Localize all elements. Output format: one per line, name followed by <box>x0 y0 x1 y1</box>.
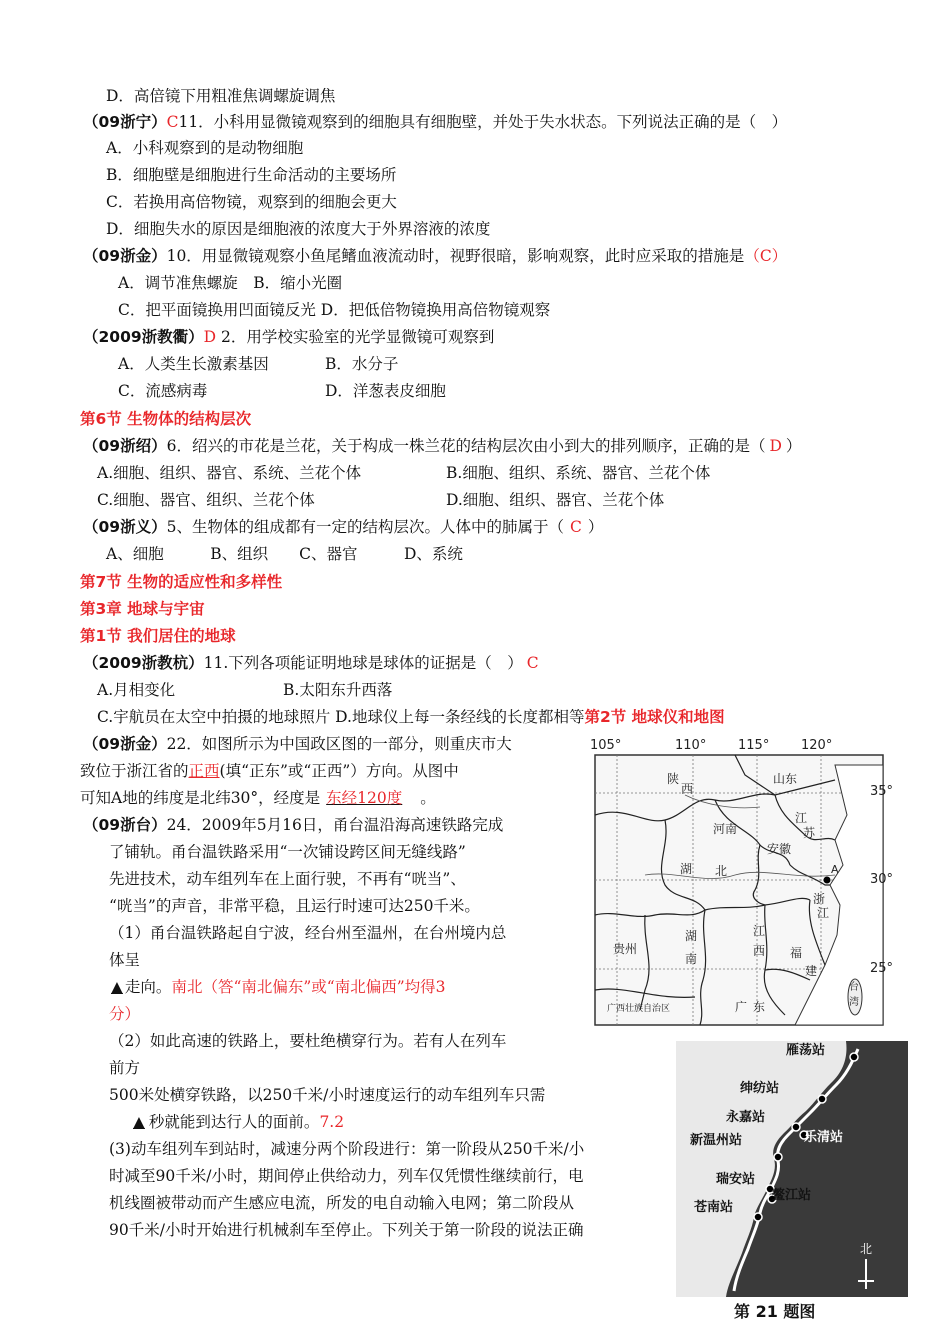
station-marker <box>774 1153 782 1161</box>
chapter-heading-3: 第3章 地球与宇宙 <box>80 600 205 618</box>
option-a: A.月相变化 <box>97 681 176 699</box>
province-label: 贵州 <box>613 942 638 956</box>
station-label: 雁荡站 <box>786 1043 826 1058</box>
q24-part2-cont: 前方 <box>109 1059 141 1077</box>
station-marker <box>754 1213 762 1221</box>
source-tag: （09浙金） <box>83 735 167 753</box>
answer: C <box>526 654 539 672</box>
lon-label: 120° <box>801 738 833 753</box>
province-label: 广 <box>735 1000 748 1014</box>
province-label: 江 <box>753 924 766 938</box>
question-10 <box>83 244 787 268</box>
source-tag: （09浙绍） <box>83 437 167 455</box>
answer: D <box>769 437 782 455</box>
q24-part2-cont: 500米处横穿铁路，以250千米/小时速度运行的动车组列车只需 <box>109 1086 546 1104</box>
question-text: 24．2009年5月16日，甬台温沿海高速铁路完成 <box>166 816 504 834</box>
station-label: 新温州站 <box>690 1133 743 1148</box>
source-tag: （2009浙教衢） <box>83 328 204 346</box>
option-b: B.细胞、组织、系统、器官、兰花个体 <box>446 464 711 482</box>
blank: ▲ <box>111 978 123 996</box>
province-label: 东 <box>753 1000 766 1014</box>
text: 秒就能到达行人的面前。 <box>148 1113 320 1131</box>
option-d: D.细胞、组织、器官、兰花个体 <box>446 491 665 509</box>
q24-part3-cont: 90千米/小时开始进行机械刹车至停止。下列关于第一阶段的说法正确 <box>109 1221 584 1239</box>
source-tag: （09浙宁） <box>83 113 167 131</box>
province-label: 台 <box>849 982 859 993</box>
question-text: 22．如图所示为中国政区图的一部分，则重庆市大 <box>166 735 512 753</box>
province-label: 山东 <box>773 772 798 786</box>
question-11b <box>83 651 539 675</box>
q24-part1: （1）甬台温铁路起自宁波，经台州至温州，在台州境内总 <box>109 924 507 942</box>
options: A、细胞 B、组织 C、器官 D、系统 <box>106 545 463 563</box>
q24-part1-answer-line <box>109 975 446 999</box>
station-marker <box>818 1095 826 1103</box>
option-b: B.太阳东升西落 <box>283 681 393 699</box>
lat-label: 35° <box>870 784 894 799</box>
answer: D <box>203 328 217 346</box>
text: 可知A地的纬度是北纬30°，经度是 <box>80 789 321 807</box>
options-cd-text: C.宇航员在太空中拍摄的地球照片 D.地球仪上每一条经线的长度都相等 <box>97 708 585 726</box>
province-label: 湖 <box>680 862 693 876</box>
province-label: 苏 <box>803 826 816 840</box>
paren: ） <box>587 518 604 536</box>
option-a: A.细胞、组织、器官、系统、兰花个体 <box>97 464 362 482</box>
station-label: 鳌江站 <box>772 1188 812 1203</box>
source-tag: （09浙台） <box>83 816 167 834</box>
question-6 <box>83 434 801 458</box>
question-22 <box>83 732 512 756</box>
answer: C <box>569 518 582 536</box>
railway-map-figure <box>676 1041 908 1322</box>
station-label: 瑞安站 <box>716 1172 756 1187</box>
question-24 <box>83 813 503 837</box>
q24-line: 先进技术，动车组列车在上面行驶，不再有“咣当”、 <box>109 870 466 888</box>
section-heading-1: 第1节 我们居住的地球 <box>80 627 236 645</box>
question-11 <box>83 110 787 134</box>
source-tag: （2009浙教杭） <box>83 654 204 672</box>
answer-blank <box>320 789 420 807</box>
paren: ） <box>785 437 802 455</box>
province-label: 北 <box>715 864 728 878</box>
answer: （C） <box>744 247 788 265</box>
province-label: 浙 <box>813 892 826 906</box>
station-label: 永嘉站 <box>726 1110 766 1125</box>
question-5 <box>83 515 603 539</box>
q24-part3: (3)动车组列车到站时，减速分两个阶段进行：第一阶段从250千米/小 <box>109 1140 585 1158</box>
options-cd <box>97 705 725 729</box>
station-label: 苍南站 <box>694 1200 734 1215</box>
option-c: C.细胞、器官、组织、兰花个体 <box>97 491 315 509</box>
question-22-line2 <box>80 759 459 783</box>
question-text: 2．用学校实验室的光学显微镜可观察到 <box>216 328 495 346</box>
text: (填“正东”或“正西”）方向。从图中 <box>219 762 459 780</box>
option-c: C．若换用高倍物镜，观察到的细胞会更大 <box>106 193 397 211</box>
option-a: A．小科观察到的是动物细胞 <box>106 139 304 157</box>
station-label: 绅纺站 <box>740 1081 780 1096</box>
source-tag: （09浙义） <box>83 518 167 536</box>
question-2 <box>83 325 494 349</box>
answer: C <box>166 113 179 131</box>
source-tag: （09浙金） <box>83 247 167 265</box>
province-label: 湾 <box>849 997 859 1008</box>
q24-part3-cont: 机线圈被带动而产生感应电流，所发的电自动输入电网；第二阶段从 <box>109 1194 575 1212</box>
lon-label: 105° <box>590 738 622 753</box>
section-heading-6: 第6节 生物体的结构层次 <box>80 410 252 428</box>
province-label: 安徽 <box>767 842 792 856</box>
china-map <box>585 735 910 1027</box>
question-text: 10．用显微镜观察小鱼尾鳍血液流动时，视野很暗，影响观察，此时应采取的措施是 <box>166 247 745 265</box>
point-a-label: A <box>831 863 839 876</box>
station-marker <box>850 1053 858 1061</box>
question-22-line3 <box>80 786 436 810</box>
question-text: 6．绍兴的市花是兰花，关于构成一株兰花的结构层次由小到大的排列顺序，正确的是（ <box>166 437 766 455</box>
figure-caption: 第 21 题图 <box>734 1302 816 1321</box>
q11-prev-option-d: D．高倍镜下用粗准焦调螺旋调焦 <box>106 87 336 105</box>
province-label: 江 <box>795 811 808 825</box>
province-label: 河南 <box>713 822 738 836</box>
question-text: 11.下列各项能证明地球是球体的证据是（ ） <box>203 654 523 672</box>
answer: 东经120度 <box>326 789 403 807</box>
province-label: 西 <box>753 944 766 958</box>
text: 致位于浙江省的 <box>80 762 189 780</box>
options-cd: C．把平面镜换用凹面镜反光 D．把低倍物镜换用高倍物镜观察 <box>118 301 551 319</box>
station-marker <box>792 1123 800 1131</box>
point-a-marker <box>824 877 831 884</box>
province-label: 陕 <box>667 772 680 786</box>
province-label: 南 <box>685 952 698 966</box>
option-b: B．水分子 <box>325 355 399 373</box>
option-a: A．人类生长激素基因 <box>118 355 269 373</box>
north-label: 北 <box>860 1242 873 1256</box>
railway-map <box>676 1041 908 1322</box>
q24-part2-answer-line <box>109 1110 344 1134</box>
q24-part1-cont: 体呈 <box>109 951 141 969</box>
section-heading-2: 第2节 地球仪和地图 <box>584 708 725 726</box>
text: 。 <box>420 789 436 807</box>
province-label: 建 <box>805 964 818 978</box>
section-heading-7: 第7节 生物的适应性和多样性 <box>80 573 283 591</box>
option-d: D．细胞失水的原因是细胞液的浓度大于外界溶液的浓度 <box>106 220 491 238</box>
q24-line: “咣当”的声音，非常平稳，且运行时速可达250千米。 <box>109 897 480 915</box>
blank: ▲ <box>133 1113 145 1131</box>
question-text: 11．小科用显微镜观察到的细胞具有细胞壁，并处于失水状态。下列说法正确的是（ ） <box>178 113 788 131</box>
answer: 7.2 <box>319 1113 345 1131</box>
province-label: 湖 <box>685 929 698 943</box>
q24-part2: （2）如此高速的铁路上，要杜绝横穿行为。若有人在列车 <box>109 1032 507 1050</box>
option-b: B．细胞壁是细胞进行生命活动的主要场所 <box>106 166 397 184</box>
station-label: 乐清站 <box>804 1130 844 1145</box>
province-label: 江 <box>817 906 830 920</box>
answer: 南北（答“南北偏东”或“南北偏西”均得3 <box>171 978 446 996</box>
lon-label: 110° <box>675 738 707 753</box>
lon-label: 115° <box>738 738 770 753</box>
text: 走向。 <box>124 978 172 996</box>
lat-label: 30° <box>870 872 894 887</box>
province-label: 西 <box>681 782 694 796</box>
china-map-figure <box>585 735 910 1027</box>
options-ab: A．调节准焦螺旋 B．缩小光圈 <box>118 274 343 292</box>
q24-part3-cont: 时减至90千米/小时，期间停止供给动力，列车仅凭惯性继续前行，电 <box>109 1167 584 1185</box>
question-text: 5、生物体的组成都有一定的结构层次。人体中的肺属于（ <box>166 518 564 536</box>
province-label: 福 <box>790 946 803 960</box>
option-c: C．流感病毒 <box>118 382 208 400</box>
province-label: 广西壮族自治区 <box>607 1004 671 1014</box>
lat-label: 25° <box>870 961 894 976</box>
option-d: D．洋葱表皮细胞 <box>325 382 446 400</box>
answer-blank: 正西 <box>188 762 220 780</box>
answer-cont: 分） <box>109 1005 141 1023</box>
q24-line: 了铺轨。甬台温铁路采用“一次铺设跨区间无缝线路” <box>109 843 466 861</box>
